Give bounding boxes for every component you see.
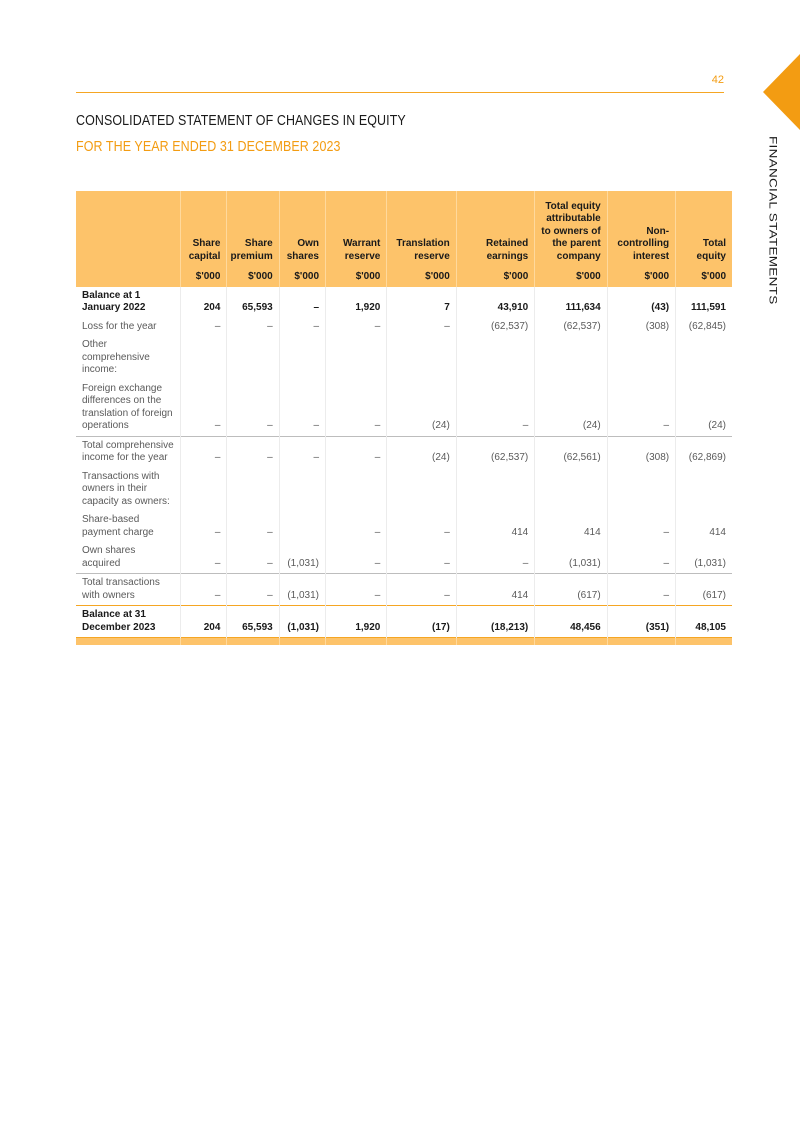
cell-value: – [279, 380, 325, 437]
table-row [76, 436, 732, 468]
table-row [76, 542, 732, 574]
cell-value: – [279, 436, 325, 468]
cell-value: (62,537) [456, 318, 534, 337]
header-rule [76, 92, 724, 93]
cell-value [535, 336, 607, 380]
cell-value: – [607, 511, 675, 542]
cell-value: – [227, 511, 279, 542]
cell-value: – [181, 542, 227, 574]
cell-value: – [227, 542, 279, 574]
header-share-premium: Share premium [227, 191, 279, 267]
cell-value: – [387, 574, 456, 606]
cell-value: 204 [181, 287, 227, 318]
cell-value: 111,591 [690, 302, 726, 313]
cell-value: (1,031) [279, 606, 325, 638]
row-label: Foreign exchange differences on the translation of foreign operations [76, 380, 181, 437]
unit-label: $'000 [227, 267, 279, 287]
cell-value: – [456, 380, 534, 437]
unit-label: $'000 [387, 267, 456, 287]
cell-value: (1,031) [279, 542, 325, 574]
page-number: 42 [711, 74, 724, 86]
column-header-row [76, 191, 732, 267]
cell-value: (308) [607, 436, 675, 468]
cell-value: – [279, 318, 325, 337]
table-row [76, 468, 732, 512]
cell-value [181, 468, 227, 512]
cell-value [607, 468, 675, 512]
cell-value [279, 468, 325, 512]
statement-period: FOR THE YEAR ENDED 31 DECEMBER 2023 [76, 139, 341, 155]
cell-value [279, 336, 325, 380]
cell-value: (1,031) [694, 557, 726, 569]
cell-value: 43,910 [456, 287, 534, 318]
cell-value: – [279, 287, 325, 318]
cell-value: – [326, 380, 387, 437]
cell-value: – [387, 542, 456, 574]
cell-value [279, 511, 325, 542]
cell-value: 414 [456, 574, 534, 606]
row-label: Own shares acquired [76, 542, 181, 574]
cell-value: – [181, 436, 227, 468]
cell-value: (62,537) [456, 436, 534, 468]
cell-value: – [326, 574, 387, 606]
cell-value [227, 468, 279, 512]
cell-value: – [326, 318, 387, 337]
cell-value: (1,031) [279, 574, 325, 606]
cell-value: 48,456 [535, 606, 607, 638]
cell-value: – [456, 542, 534, 574]
table-row [76, 574, 732, 606]
row-label: Total comprehensive income for the year [76, 436, 181, 468]
cell-value: 7 [387, 287, 456, 318]
row-label: Balance at 31 December 2023 [76, 606, 181, 638]
header-total-attributable: Total equity attributable to owners of the parent company [535, 191, 607, 267]
header-blank [76, 191, 181, 267]
cell-value: – [326, 542, 387, 574]
cell-value [676, 336, 732, 380]
cell-value: – [326, 511, 387, 542]
cell-value: – [227, 318, 279, 337]
cell-value: 204 [181, 606, 227, 638]
equity-table [76, 191, 732, 645]
unit-label: $'000 [676, 267, 732, 287]
header-own-shares: Own shares [279, 191, 325, 267]
row-label: Share-based payment charge [76, 511, 181, 542]
cell-value: – [227, 380, 279, 437]
table-row [76, 287, 732, 318]
cell-value: (17) [387, 606, 456, 638]
cell-value: 65,593 [227, 287, 279, 318]
table-footer-bar [76, 638, 732, 646]
cell-value: (62,845) [688, 320, 726, 332]
cell-value: (43) [607, 287, 675, 318]
cell-value: – [326, 436, 387, 468]
cell-value [456, 468, 534, 512]
row-label: Loss for the year [76, 318, 181, 337]
cell-value: 111,634 [535, 287, 607, 318]
cell-value: 48,105 [676, 606, 732, 638]
cell-value: (18,213) [456, 606, 534, 638]
table-row [76, 511, 732, 542]
cell-value: – [181, 318, 227, 337]
cell-value [607, 336, 675, 380]
row-label: Total transactions with owners [76, 574, 181, 606]
cell-value: – [607, 542, 675, 574]
header-total-equity: Total equity [676, 191, 732, 267]
cell-value: 414 [709, 526, 726, 538]
cell-value: – [387, 511, 456, 542]
cell-value: – [387, 318, 456, 337]
header-non-controlling: Non-controlling interest [607, 191, 675, 267]
unit-label: $'000 [181, 267, 227, 287]
cell-value: (24) [708, 420, 726, 431]
cell-value: – [227, 574, 279, 606]
section-side-label: FINANCIAL STATEMENTS [767, 136, 780, 305]
cell-value [535, 468, 607, 512]
unit-label: $'000 [326, 267, 387, 287]
cell-value: (62,561) [535, 436, 607, 468]
header-retained-earnings: Retained earnings [456, 191, 534, 267]
cell-value: (62,537) [535, 318, 607, 337]
row-label: Transactions with owners in their capacity as owners: [76, 468, 181, 512]
cell-value: (24) [387, 436, 456, 468]
row-label: Balance at 1 January 2022 [76, 287, 181, 318]
cell-value [387, 336, 456, 380]
units-blank [76, 267, 181, 287]
cell-value: 65,593 [227, 606, 279, 638]
statement-title: CONSOLIDATED STATEMENT OF CHANGES IN EQUITY [76, 113, 406, 129]
cell-value: (24) [387, 380, 456, 437]
unit-label: $'000 [279, 267, 325, 287]
cell-value [326, 468, 387, 512]
cell-value: – [607, 380, 675, 437]
cell-value: – [181, 380, 227, 437]
table-row [76, 380, 732, 437]
cell-value: (62,869) [676, 436, 732, 468]
cell-value: 414 [535, 511, 607, 542]
cell-value: 1,920 [326, 606, 387, 638]
cell-value: (617) [676, 574, 732, 606]
cell-value: (24) [535, 380, 607, 437]
cell-value: (617) [535, 574, 607, 606]
cell-value: – [227, 436, 279, 468]
units-row [76, 267, 732, 287]
cell-value: (1,031) [535, 542, 607, 574]
corner-tab-decoration [763, 54, 800, 130]
cell-value: – [181, 511, 227, 542]
cell-value [181, 336, 227, 380]
cell-value: 1,920 [326, 287, 387, 318]
cell-value: 414 [456, 511, 534, 542]
header-share-capital: Share capital [181, 191, 227, 267]
table-row [76, 606, 732, 638]
cell-value [326, 336, 387, 380]
cell-value [227, 336, 279, 380]
cell-value: – [607, 574, 675, 606]
row-label: Other comprehensive income: [76, 336, 181, 380]
cell-value [676, 468, 732, 512]
unit-label: $'000 [535, 267, 607, 287]
table-row [76, 318, 732, 337]
cell-value [456, 336, 534, 380]
table-row [76, 336, 732, 380]
cell-value [387, 468, 456, 512]
cell-value: (308) [607, 318, 675, 337]
cell-value: – [181, 574, 227, 606]
unit-label: $'000 [456, 267, 534, 287]
header-warrant-reserve: Warrant reserve [326, 191, 387, 267]
cell-value: (351) [607, 606, 675, 638]
header-translation-reserve: Translation reserve [387, 191, 456, 267]
unit-label: $'000 [607, 267, 675, 287]
